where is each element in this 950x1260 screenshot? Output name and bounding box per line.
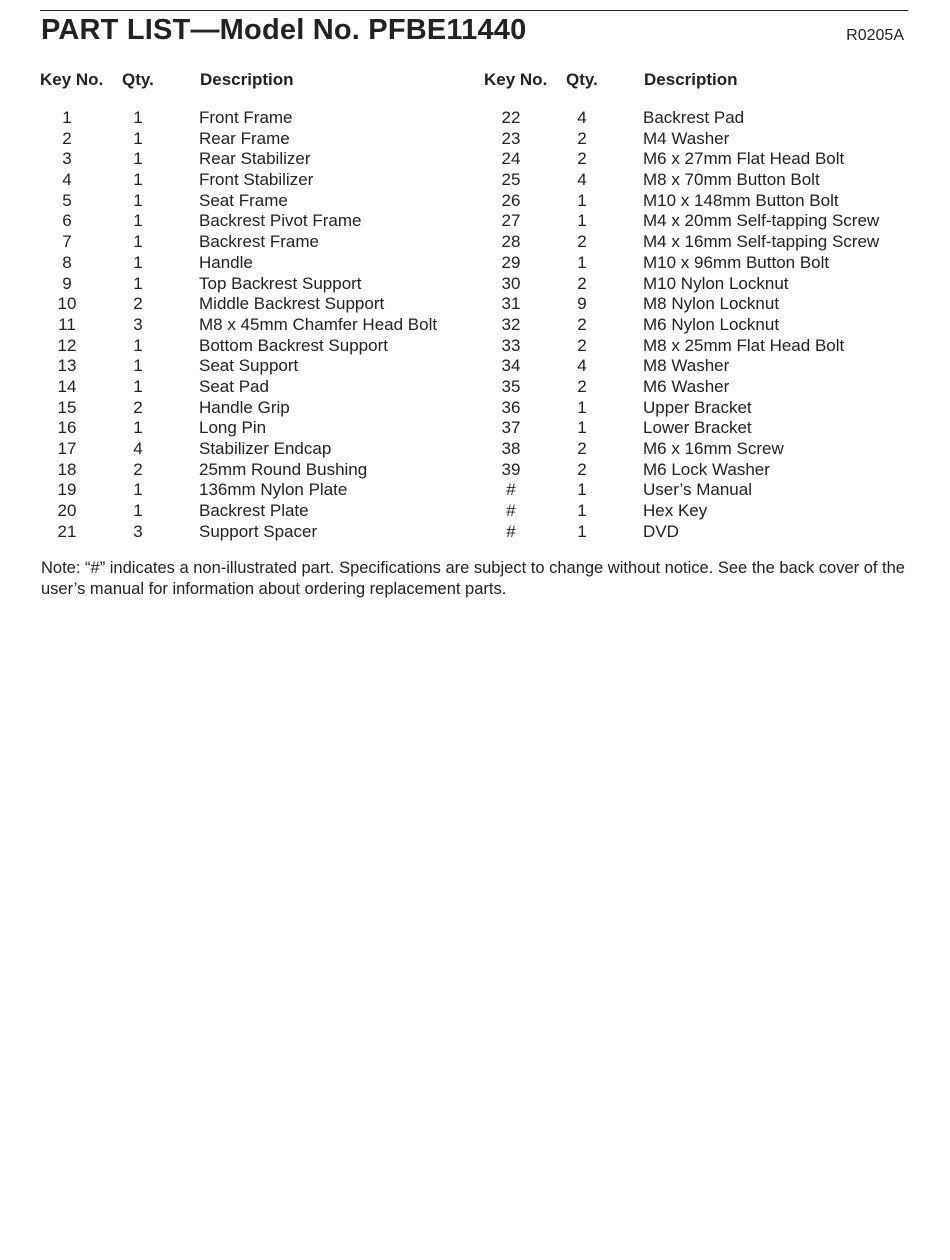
part-qty: 4 — [577, 356, 587, 376]
part-description: Handle — [199, 252, 253, 272]
table-row — [40, 377, 480, 398]
table-row — [40, 480, 480, 501]
part-qty: 1 — [133, 108, 143, 127]
part-description: 25mm Round Bushing — [199, 459, 368, 479]
part-key-no: 12 — [57, 335, 77, 355]
part-key-no: 28 — [501, 232, 521, 252]
part-description: M6 Washer — [643, 376, 730, 396]
part-key-no: 22 — [501, 108, 521, 127]
part-qty: 2 — [577, 439, 587, 458]
table-row — [484, 336, 924, 357]
table-row — [40, 211, 480, 232]
table-row — [484, 170, 924, 191]
part-key-no: 7 — [62, 232, 72, 252]
part-qty: 2 — [577, 128, 587, 148]
table-row — [40, 232, 480, 253]
part-qty: 1 — [133, 190, 143, 210]
parts-column-left — [40, 70, 480, 541]
part-qty: 1 — [577, 252, 587, 272]
parts-rows-left — [40, 108, 480, 542]
part-key-no: 24 — [501, 149, 521, 169]
part-qty: 2 — [577, 314, 587, 334]
header-qty: Qty. — [122, 70, 154, 89]
part-key-no: # — [506, 501, 516, 521]
table-row — [40, 439, 480, 460]
part-description: Rear Stabilizer — [199, 149, 311, 169]
part-qty: 1 — [133, 356, 143, 376]
part-qty: 1 — [133, 232, 143, 252]
table-row — [484, 191, 924, 212]
part-qty: 1 — [577, 211, 587, 231]
table-row — [484, 356, 924, 377]
part-description: M4 x 20mm Self-tapping Screw — [643, 211, 880, 231]
part-key-no: # — [506, 521, 516, 541]
part-qty: 2 — [577, 232, 587, 252]
part-qty: 1 — [133, 252, 143, 272]
parts-rows-right — [484, 108, 924, 542]
part-description: Long Pin — [199, 418, 267, 438]
part-qty: 1 — [133, 149, 143, 169]
part-key-no: 25 — [501, 170, 521, 190]
part-key-no: 33 — [501, 335, 521, 355]
part-qty: 1 — [133, 128, 143, 148]
table-row — [484, 274, 924, 295]
table-row — [484, 439, 924, 460]
part-description: Top Backrest Support — [199, 273, 362, 293]
table-row — [40, 336, 480, 357]
header-description: Description — [644, 70, 738, 89]
table-row — [40, 315, 480, 336]
table-row — [40, 170, 480, 191]
part-description: M6 Nylon Locknut — [643, 314, 780, 334]
part-key-no: 4 — [62, 170, 72, 190]
table-row — [40, 129, 480, 150]
part-description: Lower Bracket — [643, 418, 752, 438]
table-row — [40, 522, 480, 543]
table-row — [40, 398, 480, 419]
part-qty: 2 — [577, 376, 587, 396]
table-row — [484, 377, 924, 398]
part-description: M6 Lock Washer — [643, 459, 770, 479]
table-row — [40, 274, 480, 295]
part-key-no: 17 — [57, 439, 77, 458]
part-key-no: 13 — [57, 356, 77, 376]
part-qty: 2 — [133, 294, 143, 314]
part-key-no: 10 — [57, 294, 77, 314]
part-key-no: 20 — [57, 501, 77, 521]
part-key-no: 15 — [57, 397, 77, 417]
part-key-no: 27 — [501, 211, 521, 231]
document-code: R0205A — [846, 27, 904, 44]
part-description: M8 Washer — [643, 356, 730, 376]
part-qty: 1 — [133, 418, 143, 438]
table-row — [40, 501, 480, 522]
part-key-no: 35 — [501, 376, 521, 396]
part-description: M4 Washer — [643, 128, 730, 148]
part-key-no: 6 — [62, 211, 72, 231]
part-description: M8 x 70mm Button Bolt — [643, 170, 820, 190]
part-description: Seat Support — [199, 356, 299, 376]
part-qty: 1 — [577, 501, 587, 521]
part-description: Front Stabilizer — [199, 170, 314, 190]
part-qty: 1 — [133, 480, 143, 500]
part-key-no: 18 — [57, 459, 77, 479]
part-description: Handle Grip — [199, 397, 290, 417]
part-description: M10 x 96mm Button Bolt — [643, 252, 830, 272]
top-rule — [40, 10, 908, 11]
part-description: User’s Manual — [643, 480, 752, 500]
part-qty: 4 — [577, 108, 587, 127]
part-key-no: 16 — [57, 418, 77, 438]
part-key-no: 39 — [501, 459, 521, 479]
table-row — [40, 253, 480, 274]
table-row — [484, 211, 924, 232]
header-qty: Qty. — [566, 70, 598, 89]
part-key-no: 9 — [62, 273, 72, 293]
part-qty: 1 — [133, 211, 143, 231]
part-qty: 4 — [577, 170, 587, 190]
part-key-no: 5 — [62, 190, 72, 210]
table-row — [40, 149, 480, 170]
table-row — [484, 149, 924, 170]
part-key-no: 31 — [501, 294, 521, 314]
part-description: Front Frame — [199, 108, 293, 127]
part-key-no: 38 — [501, 439, 521, 458]
part-key-no: 36 — [501, 397, 521, 417]
table-row — [484, 398, 924, 419]
header-description: Description — [200, 70, 294, 89]
part-key-no: 29 — [501, 252, 521, 272]
part-description: Hex Key — [643, 501, 708, 521]
part-description: Backrest Pad — [643, 108, 745, 127]
footnote: Note: “#” indicates a non-illustrated part. Specifications are subject to change without notice. See the back cover of the user’s manual for information about ordering replacement parts. — [41, 559, 905, 598]
part-description: M8 x 25mm Flat Head Bolt — [643, 335, 845, 355]
table-row — [484, 253, 924, 274]
part-description: DVD — [643, 521, 679, 541]
part-description: Backrest Pivot Frame — [199, 211, 362, 231]
part-key-no: 1 — [62, 108, 72, 127]
table-row — [484, 129, 924, 150]
part-key-no: 30 — [501, 273, 521, 293]
part-description: M8 Nylon Locknut — [643, 294, 780, 314]
column-header — [484, 70, 924, 92]
part-description: Upper Bracket — [643, 397, 752, 417]
part-description: Backrest Frame — [199, 232, 319, 252]
table-row — [484, 294, 924, 315]
part-description: Middle Backrest Support — [199, 294, 385, 314]
table-row — [484, 315, 924, 336]
part-qty: 3 — [133, 314, 143, 334]
part-key-no: 26 — [501, 190, 521, 210]
header-key-no: Key No. — [40, 70, 104, 89]
part-qty: 1 — [577, 418, 587, 438]
part-key-no: 19 — [57, 480, 77, 500]
parts-column-right — [484, 70, 924, 541]
part-qty: 2 — [577, 335, 587, 355]
part-qty: 3 — [133, 521, 143, 541]
part-qty: 1 — [577, 480, 587, 500]
part-key-no: 14 — [57, 376, 77, 396]
part-description: M10 Nylon Locknut — [643, 273, 789, 293]
table-row — [40, 356, 480, 377]
part-description: Stabilizer Endcap — [199, 439, 332, 458]
part-qty: 9 — [577, 294, 587, 314]
page-title: PART LIST—Model No. PFBE11440 — [41, 14, 527, 46]
part-qty: 2 — [577, 149, 587, 169]
part-qty: 1 — [133, 376, 143, 396]
part-description: Support Spacer — [199, 521, 318, 541]
part-qty: 2 — [133, 397, 143, 417]
part-key-no: 11 — [58, 314, 76, 334]
part-description: Backrest Plate — [199, 501, 309, 521]
table-row — [484, 232, 924, 253]
part-description: 136mm Nylon Plate — [199, 480, 348, 500]
part-description: M4 x 16mm Self-tapping Screw — [643, 232, 880, 252]
part-qty: 1 — [133, 335, 143, 355]
table-row — [40, 108, 480, 129]
part-key-no: # — [506, 480, 516, 500]
table-row — [484, 522, 924, 543]
part-qty: 2 — [577, 273, 587, 293]
part-qty: 1 — [133, 273, 143, 293]
part-qty: 1 — [577, 190, 587, 210]
part-key-no: 37 — [501, 418, 521, 438]
part-qty: 1 — [133, 501, 143, 521]
table-row — [484, 480, 924, 501]
part-qty: 2 — [577, 459, 587, 479]
table-row — [484, 501, 924, 522]
part-qty: 1 — [577, 397, 587, 417]
part-description: M6 x 27mm Flat Head Bolt — [643, 149, 845, 169]
part-description: Seat Pad — [199, 376, 269, 396]
part-key-no: 8 — [62, 252, 72, 272]
table-row — [40, 294, 480, 315]
part-description: M6 x 16mm Screw — [643, 439, 784, 458]
part-description: Seat Frame — [199, 190, 288, 210]
part-qty: 1 — [133, 170, 143, 190]
part-key-no: 32 — [501, 314, 521, 334]
part-key-no: 34 — [501, 356, 521, 376]
part-description: M10 x 148mm Button Bolt — [643, 190, 839, 210]
part-key-no: 21 — [57, 521, 77, 541]
table-row — [484, 108, 924, 129]
part-description: M8 x 45mm Chamfer Head Bolt — [199, 314, 438, 334]
part-qty: 2 — [133, 459, 143, 479]
part-qty: 1 — [577, 521, 587, 541]
part-description: Bottom Backrest Support — [199, 335, 388, 355]
table-row — [40, 460, 480, 481]
part-description: Rear Frame — [199, 128, 290, 148]
part-qty: 4 — [133, 439, 143, 458]
table-row — [484, 418, 924, 439]
table-row — [40, 418, 480, 439]
part-key-no: 3 — [62, 149, 72, 169]
table-row — [484, 460, 924, 481]
part-key-no: 2 — [62, 128, 72, 148]
part-key-no: 23 — [501, 128, 521, 148]
table-row — [40, 191, 480, 212]
column-header — [40, 70, 480, 92]
header-key-no: Key No. — [484, 70, 548, 89]
